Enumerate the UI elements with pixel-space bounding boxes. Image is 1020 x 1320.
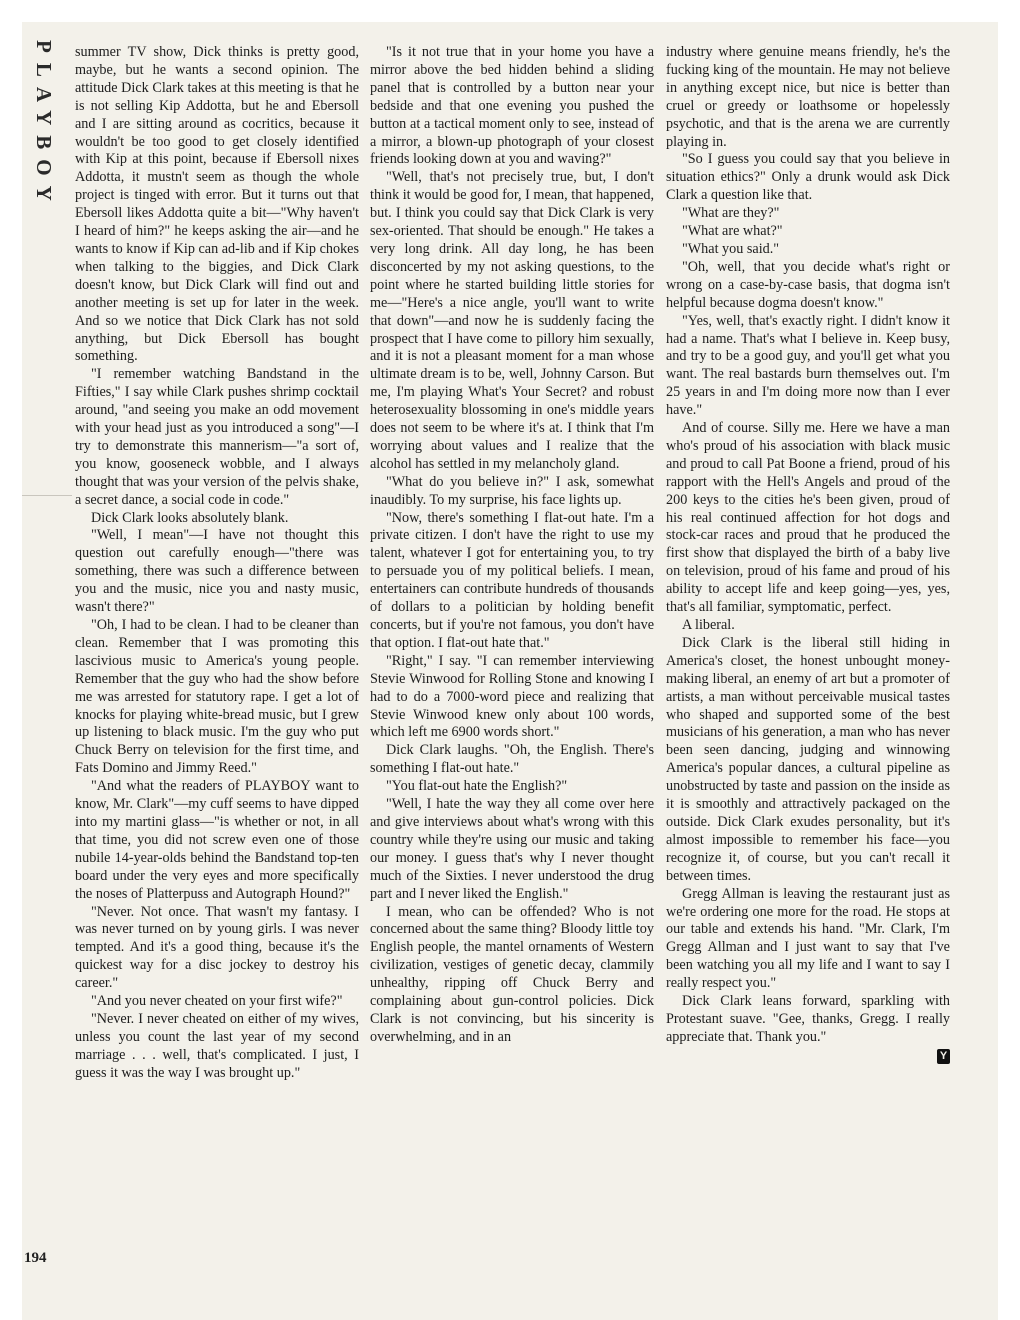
article-paragraph: "What are they?" bbox=[682, 205, 780, 222]
article-paragraph: Dick Clark leans forward, sparkling with Protestant suave. "Gee, thanks, Gregg. I really appreciate that. Thank you." bbox=[666, 993, 950, 1045]
article-paragraph: "And you never cheated on your first wife?" bbox=[91, 993, 343, 1010]
article-paragraph: "What are what?" bbox=[682, 223, 783, 240]
article-paragraph: "So I guess you could say that you believe in situation ethics?" Only a drunk would ask Dick Clark a question like that. bbox=[666, 151, 950, 204]
article-paragraph: industry where genuine means friendly, he's the fucking king of the mountain. He may not believe in anything except nice, but nice is better than cruel or greedy or loathsome or hopelessly psychotic, and that is the arena we are currently playing in. bbox=[666, 44, 950, 150]
article-paragraph: Dick Clark laughs. "Oh, the English. There's something I flat-out hate." bbox=[370, 742, 654, 777]
article-paragraph: "I remember watching Bandstand in the Fifties," I say while Clark pushes shrimp cocktail around, "and seeing you make an odd movement with your head just as you introduced a song"—I try to demonstrate this mannerism—"a sort of, you know, gooseneck wobble, and I always thought that was your version of the pelvis shake, a secret dance, a social code in code." bbox=[75, 366, 359, 508]
magazine-page bbox=[22, 22, 998, 1320]
article-paragraph: summer TV show, Dick thinks is pretty good, maybe, but he wants a second opinion. The attitude Dick Clark takes at this meeting is that he is not selling Kip Addotta, but he and Ebersoll and I are sitting around as cocritics, because it wouldn't be too good to get closely identified with Kip at this point, because if Ebersoll nixes Addotta, it mustn't seem as though the whole project is tinged with error. But it turns out that Ebersoll likes Addotta quite a bit—"Why haven't I heard of him?" he keeps asking the air—and he wants to know if Kip can ad-lib and if Kip chokes when talking to the biggies, and Dick Clark doesn't know, but Dick Clark will find out and another meeting is set up for later in the week. And so we notice that Dick Clark has not sold anything, but Dick Ebersoll has bought something. bbox=[75, 44, 359, 365]
article-paragraph: "Now, there's something I flat-out hate. I'm a private citizen. I don't have the right to use my talent, whatever I got for entertaining you, to try to persuade you of my political beliefs. I mean, entertainers can contribute hundreds of thousands of dollars to a politician by holding benefit concerts, but if you're not famous, you don't have that option. I flat-out hate that." bbox=[370, 509, 654, 651]
masthead-text: PLAYBOY bbox=[32, 40, 56, 211]
article-paragraph: I mean, who can be offended? Who is not concerned about the same thing? Bloody little toy English people, the mantel ornaments of Western civilization, vestiges of genetic decay, clammily unhealthy, ripping off Chuck Berry and complaining about gun-control policies. Dick Clark is not convincing, but his sincerity is overwhelming, and in an bbox=[370, 903, 654, 1045]
article-paragraph: Gregg Allman is leaving the restaurant just as we're ordering one more for the road. He stops at our table and extends his hand. "Mr. Clark, I'm Gregg Allman and I just want to say that I've been watching you all my life and I want to say I really respect you." bbox=[666, 885, 950, 992]
article-paragraph: "Oh, well, that you decide what's right or wrong on a case-by-case basis, that dogma isn't helpful because dogma doesn't know." bbox=[666, 258, 950, 311]
column-middle bbox=[370, 44, 654, 1047]
article-paragraph: "Well, that's not precisely true, but, I don't think it would be good for, I mean, that happened, but. I think you could say that Dick Clark is very sex-oriented. That should be enough." He takes a very long drink. All day long, he has been disconcerted by my not asking questions, to the point where he started building little stories for me—"Here's a nice angle, you'll want to write that down"—and now he is suddenly facing the prospect that I have come to pillory him sexually, and it is not a pleasant moment for a man whose ultimate dream is to be, well, Johnny Carson. But me, I'm playing What's Your Secret? and robust heterosexuality blossoming in one's middle years does not seem to be where it's at. I think that I'm worrying about values and I realize that the alcohol has settled in my melancholy gland. bbox=[370, 169, 654, 472]
column-left bbox=[75, 44, 359, 1083]
article-paragraph: "Well, I mean"—I have not thought this question out carefully enough—"there was something, there was such a difference between you and the music, nice you and nasty music, wasn't there?" bbox=[75, 527, 359, 616]
article-paragraph: "Right," I say. "I can remember interviewing Stevie Winwood for Rolling Stone and knowing I had to do a 7000-word piece and realizing that Stevie Winwood knew only about 100 words, which left me 6900 words short." bbox=[370, 652, 654, 741]
article-paragraph: "Well, I hate the way they all come over here and give interviews about what's wrong with this country while they're using our music and taking our money. I guess that's why I never thought much of the Sixties. I never understood the drug part and I never liked the English." bbox=[370, 796, 654, 902]
scan-mark-divider bbox=[22, 495, 72, 496]
article-paragraph: "Never. Not once. That wasn't my fantasy. I was never turned on by young girls. I was never tempted. And it's a good thing, because it's the quickest way for a disc jockey to destroy his career." bbox=[75, 903, 359, 992]
article-paragraph: A liberal. bbox=[682, 617, 735, 633]
article-paragraph: And of course. Silly me. Here we have a man who's proud of his association with black music and proud to call Pat Boone a friend, proud of his rapport with the Hell's Angels and proud of the 200 keys to the cities he's been given, proud of his real continued affection for hot dogs and stock-car races and proud that he produced the first show that displayed the birth of a baby live on television, proud of his fame and proud of his ability to accept life and keep going—yes, yes, that's all familiar, symptomatic, perfect. bbox=[666, 420, 950, 616]
column-right bbox=[666, 44, 950, 1064]
article-paragraph: "What you said." bbox=[682, 240, 780, 257]
rabbit-end-mark-icon: Y bbox=[937, 1049, 950, 1064]
article-paragraph: "Yes, well, that's exactly right. I didn't know it had a name. That's what I believe in. Keep busy, and try to be a good guy, and you'll get what you want. The real bastards burn themselves out. I'm 25 years in and I'm doing more now than I ever have." bbox=[666, 312, 950, 419]
article-paragraph: "You flat-out hate the English?" bbox=[386, 778, 568, 795]
page-number: 194 bbox=[24, 1250, 47, 1266]
article-paragraph: Dick Clark looks absolutely blank. bbox=[91, 509, 289, 526]
article-paragraph: "Is it not true that in your home you have a mirror above the bed hidden behind a sliding panel that is controlled by a button near your bedside and that one evening you pushed the button at a tactical moment only to see, instead of a mirror, a blown-up photograph of your closest friends looking down at you and waving?" bbox=[370, 44, 654, 168]
article-paragraph: "What do you believe in?" I ask, somewhat inaudibly. To my surprise, his face lights up. bbox=[370, 473, 654, 508]
magazine-masthead bbox=[28, 40, 58, 211]
article-paragraph: "And what the readers of PLAYBOY want to know, Mr. Clark"—my cuff seems to have dipped into my martini glass—"is whether or not, in all that time, you did not screw even one of those nubile 14-year-olds behind the Bandstand top-ten board under the very eyes and more specifically the noses of Platterpuss and Autograph Hound?" bbox=[75, 778, 359, 902]
article-paragraph: Dick Clark is the liberal still hiding in America's closet, the honest unbought money-making liberal, an enemy of art but a promoter of artists, a man without perceivable musical tastes who shaped and supported some of the best musicians of his generation, a man who has never been seen dancing, judging and winnowing America's popular dances, a cultural pipeline as unobstructed by taste and passion on the inside as it is smoothly and attractively packaged on the outside. Dick Clark exudes personality, but it's almost impossible to remember his face—you recognize it, of course, but you can't recall it between times. bbox=[666, 634, 950, 884]
article-paragraph: "Never. I never cheated on either of my wives, unless you count the last year of my second marriage . . . well, that's complicated. I just, I guess it was the way I was brought up." bbox=[75, 1010, 359, 1081]
article-paragraph: "Oh, I had to be clean. I had to be cleaner than clean. Remember that I was promoting this lascivious music to America's young people. Remember that the guy who had the show before me was arrested for statutory rape. I get a lot of knocks for playing white-bread music, but I grew up listening to black music. I'm the guy who put Chuck Berry on television for the first time, and Fats Domino and Jimmy Reed." bbox=[75, 617, 359, 777]
